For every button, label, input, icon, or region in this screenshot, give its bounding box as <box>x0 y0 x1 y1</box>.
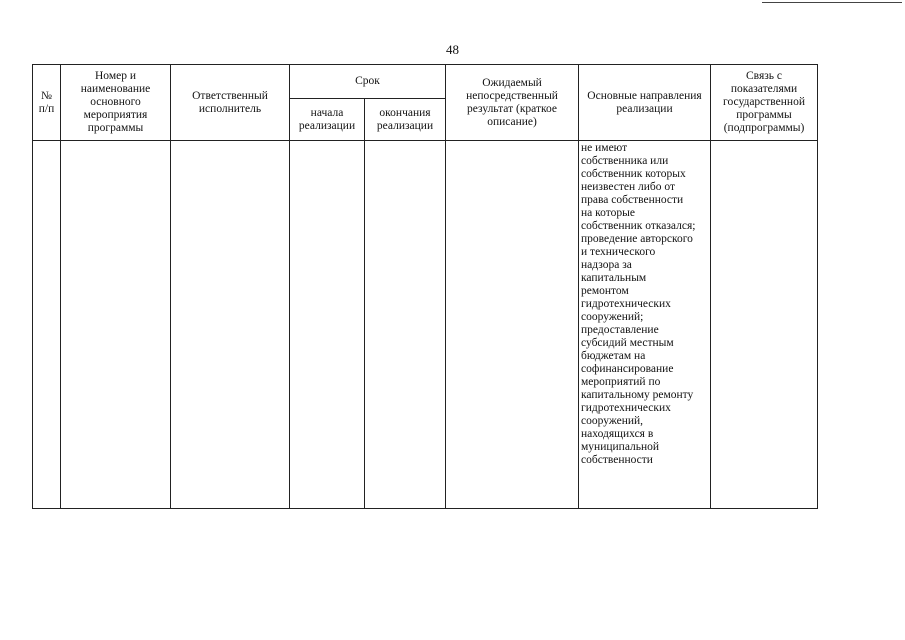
directions-line: неизвестен либо от <box>581 181 675 193</box>
header-term-start: начала реализации <box>290 99 365 141</box>
header-term: Срок <box>290 65 446 99</box>
cell-result <box>446 141 579 509</box>
header-name: Номер и наименование основного мероприятия программы <box>61 65 171 141</box>
directions-line: надзора за <box>581 259 632 271</box>
page-number: 48 <box>446 42 459 57</box>
cell-term-end <box>365 141 446 509</box>
program-table <box>32 64 818 509</box>
header-executor: Ответственный исполнитель <box>171 65 290 141</box>
header-num: № п/п <box>33 65 61 141</box>
directions-line: предоставление <box>581 324 659 336</box>
directions-line: гидротехнических <box>581 402 671 414</box>
header-result: Ожидаемый непосредственный результат (краткое описание) <box>446 65 579 141</box>
table-row <box>33 141 818 509</box>
directions-line: собственности <box>581 454 653 466</box>
cell-term-start <box>290 141 365 509</box>
cell-name <box>61 141 171 509</box>
directions-line: собственника или <box>581 155 669 167</box>
directions-line: сооружений, <box>581 415 644 427</box>
directions-line: собственник которых <box>581 168 686 180</box>
directions-line: капитальному ремонту <box>581 389 694 401</box>
cell-executor <box>171 141 290 509</box>
cell-num <box>33 141 61 509</box>
directions-line: ремонтом <box>581 285 629 297</box>
directions-line: на которые <box>581 207 635 219</box>
directions-line: собственник отказался; <box>581 220 696 232</box>
header-directions: Основные направления реализации <box>579 65 711 141</box>
directions-line: не имеют <box>581 142 628 154</box>
directions-line: и технического <box>581 246 656 258</box>
directions-line: находящихся в <box>581 428 654 440</box>
directions-line: муниципальной <box>581 441 660 453</box>
directions-line: сооружений; <box>581 311 644 323</box>
header-term-end: окончания реализации <box>365 99 446 141</box>
directions-line: субсидий местным <box>581 337 674 349</box>
directions-line: капитальным <box>581 272 647 284</box>
directions-line: софинансирование <box>581 363 674 375</box>
directions-line: проведение авторского <box>581 233 693 245</box>
cell-directions <box>579 141 711 509</box>
header-link: Связь с показателями государственной программы (подпрограммы) <box>711 65 818 141</box>
directions-line: гидротехнических <box>581 298 671 310</box>
cell-link <box>711 141 818 509</box>
directions-line: права собственности <box>581 194 684 206</box>
directions-line: мероприятий по <box>581 376 661 388</box>
directions-line: бюджетам на <box>581 350 646 362</box>
top-rule <box>762 2 902 3</box>
